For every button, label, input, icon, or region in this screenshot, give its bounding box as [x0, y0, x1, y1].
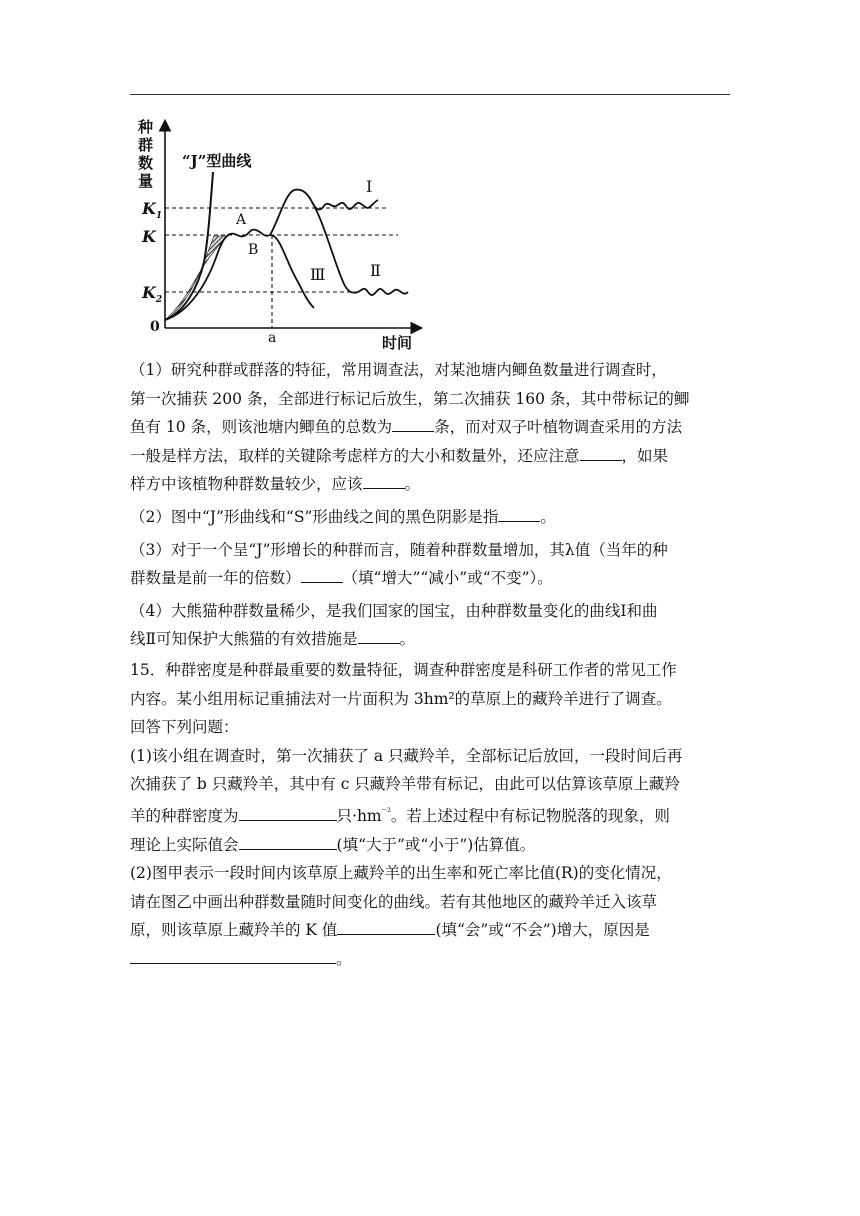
answer-blank[interactable]: [358, 625, 400, 644]
q15-paragraph: 15．种群密度是种群最重要的数量特征，调查种群密度是科研工作者的常见工作 内容。某小组用标记重捕法对一片面积为 3hm²的草原上的藏羚羊进行了调查。 回答下列问题： (1)该小组在调查时，第一次捕获了 a 只藏羚羊，全部标记后放回，一段时间后再 次捕获了 b 只藏羚羊，其中有 c 只藏羚羊带有标记，由此可以估算该草原上藏羚 羊的种群密度为 只$\cdot hm^{^{-2}}$。若上述过程中有标记物脱落的现象，则 理论上实际值会 (填“大于”或“小于”)估算值。 (2)图甲表示一段时间内该草原上藏羚羊的出生率和死亡率比值(R)的变化情况， 请在图乙中画出种群数量随时间变化的曲线。若有其他地区的藏羚羊迁入该草 原，则该草原上藏羚羊的 K 值 (填“会”或“不会”)增大，原因是 。: [130, 660, 683, 969]
answer-blank[interactable]: [239, 831, 337, 850]
curve-1-2-rise: [270, 190, 312, 235]
y-axis-label-2: 群: [138, 136, 154, 154]
curve-1-label: Ⅰ: [366, 177, 373, 196]
q3-paragraph: （3）对于一个呈“J”形增长的种群而言，随着种群数量增加，其λ值（当年的种 群数量是前一年的倍数） （填“增大”“减小”或“不变”）。: [130, 540, 668, 588]
answer-blank[interactable]: [392, 413, 434, 432]
q2-paragraph: （2）图中“J”形曲线和“S”形曲线之间的黑色阴影是指 。: [130, 503, 730, 532]
question-content: [130, 356, 730, 974]
answer-blank[interactable]: [580, 442, 622, 461]
y-axis-label-1: 种: [138, 118, 154, 136]
point-a-label: A: [236, 212, 247, 228]
curve-2-label: Ⅱ: [370, 261, 381, 280]
answer-blank[interactable]: [301, 564, 343, 583]
point-b-label: B: [248, 242, 259, 258]
curve-3-label: Ⅲ: [310, 265, 326, 284]
k1-label: $K_1$: [142, 199, 163, 221]
y-axis-label-4: 量: [138, 172, 154, 190]
top-rule: [130, 94, 730, 95]
answer-blank[interactable]: [239, 802, 337, 821]
q1-paragraph: （1）研究种群或群落的特征，常用调查法，对某池塘内鲫鱼数量进行调查时， 第一次捕获 200 条，全部进行标记后放生，第二次捕获 160 条，其中带标记的鲫 鱼有 10 条，则该池塘内鲫鱼的总数为 条，而对双子叶植物调查采用的方法 一般是样方法，取样的关键除考虑样方的大小和数量外，还应注意 ，如果 样方中该植物种群数量较少，应该 。: [130, 361, 690, 494]
j-curve: [165, 172, 213, 320]
time-a-label: a: [268, 330, 277, 346]
answer-blank[interactable]: [363, 470, 405, 489]
y-axis-label-3: 数: [138, 154, 154, 172]
curve-2: [312, 202, 408, 295]
origin-label: 0: [150, 319, 160, 335]
curve-1: [312, 200, 378, 209]
population-growth-figure: [130, 112, 430, 352]
q4-paragraph: （4）大熊猫种群数量稀少，是我们国家的国宝，由种群数量变化的曲线Ⅰ和曲 线Ⅱ可知保护大熊猫的有效措施是 。: [130, 601, 658, 649]
k-label: K: [142, 227, 156, 246]
answer-blank[interactable]: [130, 945, 336, 964]
x-axis-label: 时间: [382, 334, 413, 352]
j-curve-label: “J”型曲线: [182, 152, 252, 170]
answer-blank[interactable]: [498, 503, 540, 522]
curve-3: [270, 235, 314, 308]
k2-label: $K_2$: [142, 283, 163, 305]
answer-blank[interactable]: [337, 916, 435, 935]
